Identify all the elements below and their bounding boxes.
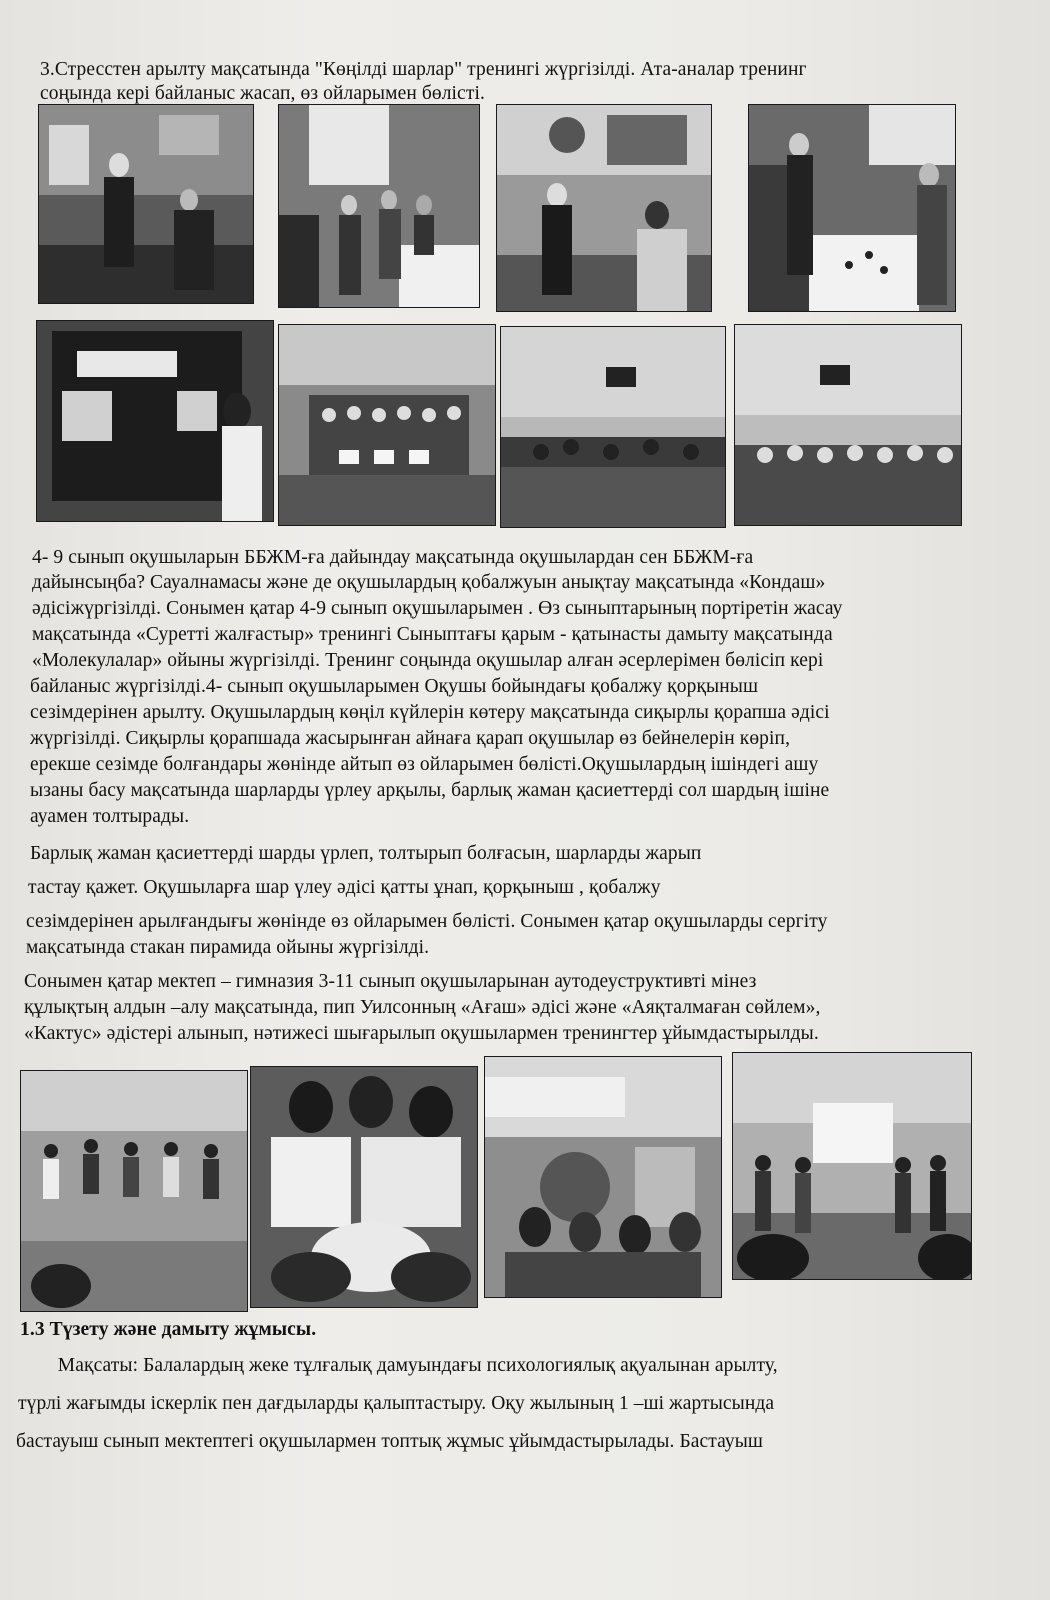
body-line-9: ерекше сезімде болғандары жөнінде айтып өз ойларымен бөлісті.Оқушылардың ішіндегі ашу	[30, 754, 819, 775]
classroom-photo-icon	[21, 1071, 247, 1311]
body-line-13: тастау қажет. Оқушыларға шар үлеу әдісі қатты ұнап, қорқыныш , қобалжу	[28, 877, 661, 898]
classroom-photo-icon	[501, 327, 725, 527]
body-line-19: Мақсаты: Балалардың жеке тұлғалық дамуындағы психологиялық ақуалынан арылту,	[18, 1355, 778, 1376]
photo-training-3	[496, 104, 712, 312]
body-line-15: мақсатында стакан пирамида ойыны жүргізілді.	[26, 937, 430, 958]
body-line-14: сезімдерінен арылғандығы жөнінде өз ойларымен бөлісті. Сонымен қатар оқушыларды сергіту	[26, 911, 828, 932]
photo-training-6	[278, 324, 496, 526]
body-line-2: дайынсыңба? Сауалнамасы және де оқушылардың қобалжуын анықтау мақсатында «Кондаш»	[32, 572, 826, 593]
body-line-11: ауамен толтырады.	[30, 806, 190, 827]
intro-line-2: соңында кері байланыс жасап, өз ойларымен бөлісті.	[40, 83, 485, 104]
photo-group-2	[250, 1066, 478, 1308]
classroom-photo-icon	[733, 1053, 971, 1279]
classroom-photo-icon	[735, 325, 961, 525]
photo-training-5	[36, 320, 274, 522]
body-line-16: Сонымен қатар мектеп – гимназия 3-11 сынып оқушыларынан аутодеуструктивті мінез	[24, 971, 757, 992]
body-line-21: бастауыш сынып мектептегі оқушылармен топтық жұмыс ұйымдастырылады. Бастауыш	[16, 1431, 764, 1452]
classroom-photo-icon	[749, 105, 955, 311]
body-line-10: ызаны басу мақсатында шарларды үрлеу арқылы, барлық жаман қасиеттерді сол шардың ішіне	[30, 780, 830, 801]
photo-training-7	[500, 326, 726, 528]
photo-group-4	[732, 1052, 972, 1280]
body-line-4: мақсатында «Суретті жалғастыр» тренингі Сыныптағы қарым - қатынасты дамыту мақсатында	[32, 624, 833, 645]
photo-group-3	[484, 1056, 722, 1298]
body-line-17: құлықтың алдын –алу мақсатында, пип Уилсонның «Ағаш» әдісі және «Аяқталмаған сөйлем»,	[24, 997, 821, 1018]
classroom-photo-icon	[497, 105, 711, 311]
photo-training-8	[734, 324, 962, 526]
body-line-1: 4- 9 сынып оқушыларын ББЖМ-ға дайындау мақсатында оқушылардан сен ББЖМ-ға	[32, 547, 754, 568]
photo-group-1	[20, 1070, 248, 1312]
classroom-photo-icon	[279, 105, 479, 307]
photo-training-1	[38, 104, 254, 304]
body-line-8: жүргізілді. Сиқырлы қорапшада жасырынған айнаға қарап оқушылар өз бейнелерін көріп,	[30, 728, 791, 749]
body-line-20: түрлі жағымды іскерлік пен дағдыларды қалыптастыру. Оқу жылының 1 –ші жартысында	[18, 1393, 775, 1414]
body-line-12: Барлық жаман қасиеттерді шарды үрлеп, толтырып болғасын, шарларды жарып	[30, 843, 702, 864]
classroom-photo-icon	[485, 1057, 721, 1297]
section-heading: 1.3 Түзету және дамыту жұмысы.	[20, 1319, 317, 1340]
photo-training-4	[748, 104, 956, 312]
body-line-7: сезімдерінен арылту. Оқушылардың көңіл күйлерін көтеру мақсатында сиқырлы қорапша әдісі	[30, 702, 830, 723]
body-line-3: әдісіжүргізілді. Сонымен қатар 4-9 сынып оқушыларымен . Өз сыныптарының портіретін жасау	[32, 598, 843, 619]
classroom-photo-icon	[37, 321, 273, 521]
body-line-18: «Кактус» әдістері алынып, нәтижесі шығарылып оқушылармен тренингтер ұйымдастырылды.	[24, 1023, 819, 1044]
body-line-6: байланыс жүргізілді.4- сынып оқушыларымен Оқушы бойындағы қобалжу қорқыныш	[30, 676, 759, 697]
body-line-5: «Молекулалар» ойыны жүргізілді. Тренинг соңында оқушылар алған әсерлерімен бөлісіп кері	[32, 650, 824, 671]
photo-training-2	[278, 104, 480, 308]
classroom-photo-icon	[251, 1067, 477, 1307]
intro-line-1: 3.Стресстен арылту мақсатында "Көңілді шарлар" тренингі жүргізілді. Ата-аналар тренинг	[40, 59, 807, 80]
classroom-photo-icon	[279, 325, 495, 525]
classroom-photo-icon	[39, 105, 253, 303]
